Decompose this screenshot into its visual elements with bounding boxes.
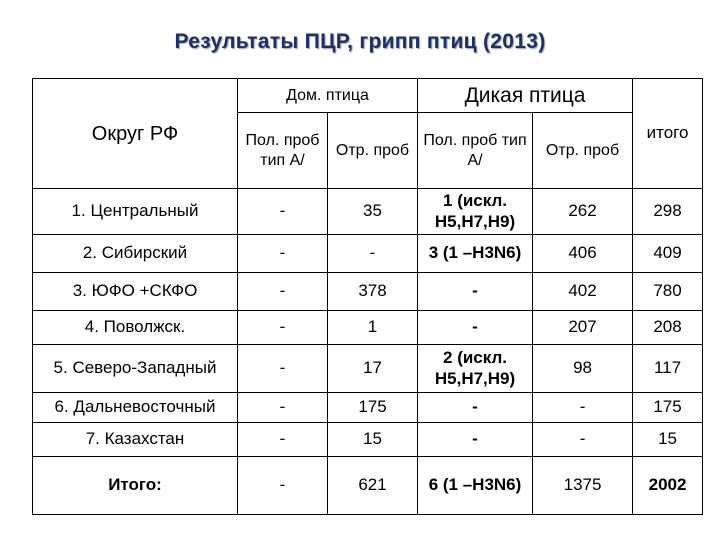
district-cell: 1. Центральный (33, 189, 238, 235)
total-cell: 117 (633, 345, 703, 393)
domestic-sampled-header: Отр. проб (328, 113, 418, 189)
total-column-header: итого (633, 79, 703, 189)
wild-pcr-cell: 2 (искл. Н5,Н7,Н9) (418, 345, 533, 393)
wild-sampled-cell: 98 (533, 345, 633, 393)
district-cell: 5. Северо-Западный (33, 345, 238, 393)
wild-sampled-cell: - (533, 393, 633, 423)
totals-wild-pcr: 6 (1 –Н3N6) (418, 457, 533, 515)
district-cell: 3. ЮФО +СКФО (33, 273, 238, 311)
header-row-groups (33, 79, 703, 113)
total-cell: 780 (633, 273, 703, 311)
domestic-sampled-cell: - (328, 235, 418, 273)
wild-pcr-cell: 3 (1 –Н3N6) (418, 235, 533, 273)
wild-pcr-cell: - (418, 423, 533, 457)
wild-sampled-cell: 402 (533, 273, 633, 311)
domestic-pcr-cell: - (238, 189, 328, 235)
district-column-header: Округ РФ (33, 79, 238, 189)
wild-sampled-header: Отр. проб (533, 113, 633, 189)
total-cell: 409 (633, 235, 703, 273)
total-cell: 298 (633, 189, 703, 235)
page-title: Результаты ПЦР, грипп птиц (2013) (174, 30, 546, 53)
district-cell: 2. Сибирский (33, 235, 238, 273)
wild-sampled-cell: 207 (533, 311, 633, 345)
results-table (32, 78, 703, 515)
wild-pcr-cell: - (418, 393, 533, 423)
totals-label: Итого: (33, 457, 238, 515)
total-cell: 175 (633, 393, 703, 423)
district-cell: 4. Поволжск. (33, 311, 238, 345)
domestic-pcr-cell: - (238, 235, 328, 273)
domestic-sampled-cell: 175 (328, 393, 418, 423)
district-cell: 6. Дальневосточный (33, 393, 238, 423)
totals-domestic-pcr: - (238, 457, 328, 515)
table-row (33, 273, 703, 311)
wild-birds-header: Дикая птица (418, 79, 633, 113)
table-row (33, 189, 703, 235)
domestic-sampled-cell: 1 (328, 311, 418, 345)
domestic-sampled-cell: 17 (328, 345, 418, 393)
total-cell: 208 (633, 311, 703, 345)
wild-pcr-header: Пол. проб тип А/ (418, 113, 533, 189)
table-row (33, 393, 703, 423)
total-cell: 15 (633, 423, 703, 457)
domestic-sampled-cell: 378 (328, 273, 418, 311)
domestic-sampled-cell: 15 (328, 423, 418, 457)
domestic-pcr-cell: - (238, 423, 328, 457)
wild-pcr-cell: - (418, 273, 533, 311)
totals-row (33, 457, 703, 515)
totals-domestic-sampled: 621 (328, 457, 418, 515)
domestic-poultry-header: Дом. птица (238, 79, 418, 113)
table-row (33, 235, 703, 273)
domestic-pcr-cell: - (238, 345, 328, 393)
domestic-pcr-header: Пол. проб тип А/ (238, 113, 328, 189)
domestic-pcr-cell: - (238, 311, 328, 345)
table-row (33, 311, 703, 345)
table-row (33, 345, 703, 393)
wild-pcr-cell: - (418, 311, 533, 345)
wild-sampled-cell: 406 (533, 235, 633, 273)
wild-sampled-cell: 262 (533, 189, 633, 235)
wild-sampled-cell: - (533, 423, 633, 457)
domestic-sampled-cell: 35 (328, 189, 418, 235)
wild-pcr-cell: 1 (искл. Н5,Н7,Н9) (418, 189, 533, 235)
domestic-pcr-cell: - (238, 273, 328, 311)
district-cell: 7. Казахстан (33, 423, 238, 457)
table-row (33, 423, 703, 457)
totals-grand-total: 2002 (633, 457, 703, 515)
totals-wild-sampled: 1375 (533, 457, 633, 515)
domestic-pcr-cell: - (238, 393, 328, 423)
